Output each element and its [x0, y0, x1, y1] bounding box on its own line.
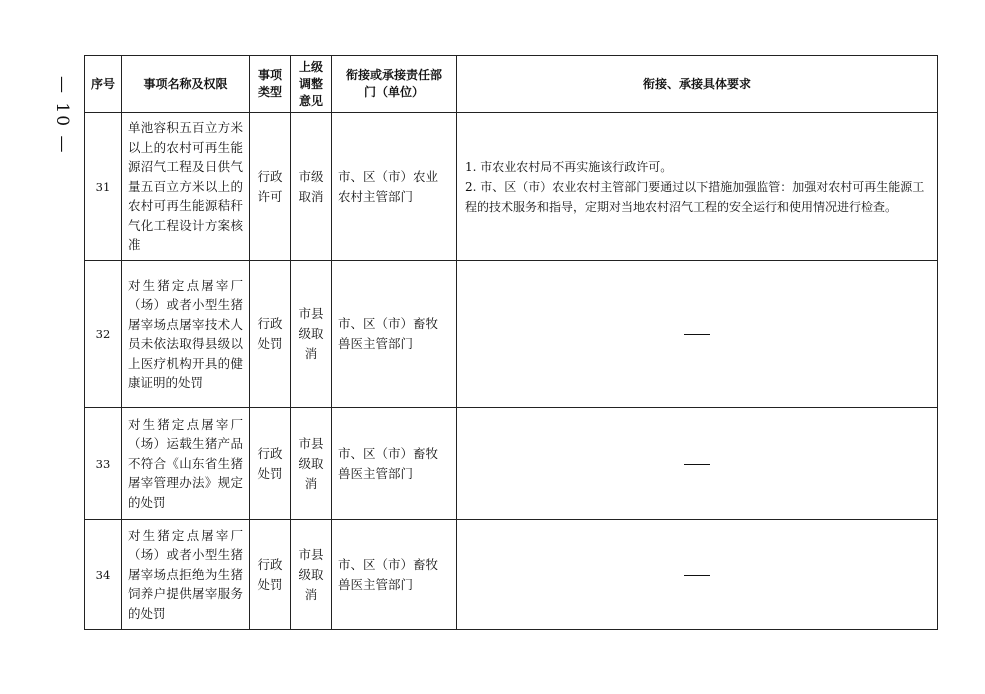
header-no: 序号	[85, 56, 122, 113]
table-row	[85, 261, 938, 408]
requirement-1: 1. 市农业农村局不再实施该行政许可。	[465, 159, 673, 174]
row-type: 行政处罚	[250, 408, 291, 520]
table-row	[85, 408, 938, 520]
row-name: 单池容积五百立方米以上的农村可再生能源沼气工程及日供气量五百立方米以上的农村可再生能源秸秆气化工程设计方案核准	[122, 113, 250, 261]
empty-dash	[684, 464, 710, 465]
requirement-2: 2. 市、区（市）农业农村主管部门要通过以下措施加强监管：加强对农村可再生能源工程的技术服务和指导，定期对当地农村沼气工程的安全运行和使用情况进行检查。	[465, 179, 925, 214]
page-number: — 10 —	[52, 75, 72, 155]
row-opinion: 市县级取消	[291, 408, 332, 520]
table-row	[85, 113, 938, 261]
row-no: 32	[85, 261, 122, 408]
row-dept: 市、区（市）畜牧兽医主管部门	[332, 408, 457, 520]
row-name: 对生猪定点屠宰厂（场）或者小型生猪屠宰场点屠宰技术人员未依法取得县级以上医疗机构开具的健康证明的处罚	[122, 261, 250, 408]
row-requirements	[457, 113, 938, 261]
empty-dash	[684, 334, 710, 335]
row-requirements-empty	[457, 261, 938, 408]
header-name: 事项名称及权限	[122, 56, 250, 113]
row-no: 34	[85, 520, 122, 630]
row-type: 行政处罚	[250, 261, 291, 408]
row-dept: 市、区（市）畜牧兽医主管部门	[332, 261, 457, 408]
header-type: 事项类型	[250, 56, 291, 113]
row-opinion: 市县级取消	[291, 520, 332, 630]
row-dept: 市、区（市）农业农村主管部门	[332, 113, 457, 261]
header-row	[85, 56, 938, 113]
items-table	[84, 55, 938, 630]
header-opinion: 上级调整意见	[291, 56, 332, 113]
row-no: 33	[85, 408, 122, 520]
row-type: 行政许可	[250, 113, 291, 261]
row-name: 对生猪定点屠宰厂（场）或者小型生猪屠宰场点拒绝为生猪饲养户提供屠宰服务的处罚	[122, 520, 250, 630]
row-opinion: 市级取消	[291, 113, 332, 261]
row-requirements-empty	[457, 408, 938, 520]
header-dept: 衔接或承接责任部门（单位）	[332, 56, 457, 113]
row-name: 对生猪定点屠宰厂（场）运载生猪产品不符合《山东省生猪屠宰管理办法》规定的处罚	[122, 408, 250, 520]
row-opinion: 市县级取消	[291, 261, 332, 408]
header-requirements: 衔接、承接具体要求	[457, 56, 938, 113]
row-no: 31	[85, 113, 122, 261]
row-type: 行政处罚	[250, 520, 291, 630]
row-dept: 市、区（市）畜牧兽医主管部门	[332, 520, 457, 630]
empty-dash	[684, 575, 710, 576]
table-row	[85, 520, 938, 630]
row-requirements-empty	[457, 520, 938, 630]
